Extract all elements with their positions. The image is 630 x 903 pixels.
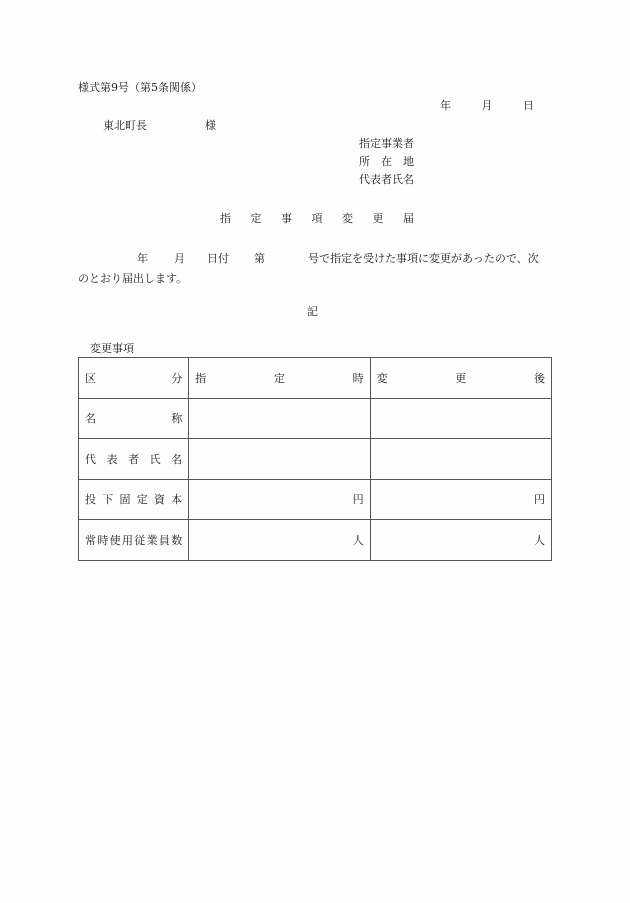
body-text <box>78 249 550 289</box>
title-char: 定 <box>250 212 262 225</box>
applicant-label: 指定事業者 <box>359 137 414 150</box>
title-char: 届 <box>403 212 414 225</box>
title-char: 更 <box>372 212 384 225</box>
cell-before[interactable] <box>189 398 370 439</box>
table-row <box>79 439 552 480</box>
row-label: 代 表 者 氏 名 <box>79 439 189 480</box>
header-before: 指 定 時 <box>189 358 370 399</box>
row-label: 投 下 固 定 資 本 <box>79 479 189 520</box>
title-char: 項 <box>311 212 323 225</box>
table-row <box>79 520 552 561</box>
document-title <box>220 212 414 226</box>
cell-after[interactable] <box>370 398 551 439</box>
cell-before[interactable]: 人 <box>189 520 370 561</box>
cell-before[interactable] <box>189 439 370 480</box>
body-text-line1: 号で指定を受けた事項に変更があったので、次 <box>308 252 539 265</box>
applicant-address-field[interactable]: 所 在 地 <box>359 155 414 168</box>
date-line <box>440 99 534 113</box>
form-number: 様式第9号（第5条関係） <box>78 81 202 94</box>
table-header-row <box>79 358 552 399</box>
addressee-name: 東北町長 <box>103 119 147 132</box>
body-day[interactable]: 日付 <box>207 252 229 265</box>
ki-heading: 記 <box>307 305 318 318</box>
cell-after[interactable] <box>370 439 551 480</box>
row-label: 名 称 <box>79 398 189 439</box>
body-year[interactable]: 年 <box>137 252 148 265</box>
addressee-honorific: 様 <box>205 119 216 132</box>
applicant-representative-field[interactable]: 代表者氏名 <box>359 173 414 186</box>
header-category: 区 分 <box>79 358 189 399</box>
title-char: 変 <box>342 212 353 225</box>
body-month[interactable]: 月 <box>174 252 185 265</box>
date-year-field[interactable]: 年 <box>440 99 451 112</box>
header-after: 変 更 後 <box>370 358 551 399</box>
cell-after[interactable]: 円 <box>370 479 551 520</box>
body-number[interactable]: 第 <box>254 252 265 265</box>
row-label: 常 時 使 用 従 業 員 数 <box>79 520 189 561</box>
date-month-field[interactable]: 月 <box>481 99 493 112</box>
applicant-block <box>359 137 414 191</box>
title-char: 事 <box>281 212 292 225</box>
table-row <box>79 398 552 439</box>
addressee <box>103 119 216 133</box>
section-label: 変更事項 <box>90 342 134 355</box>
change-items-table <box>78 357 552 561</box>
body-text-line2: のとおり届出します。 <box>78 272 188 285</box>
cell-after[interactable]: 人 <box>370 520 551 561</box>
table-row <box>79 479 552 520</box>
title-char: 指 <box>220 212 231 225</box>
date-day-field[interactable]: 日 <box>523 99 534 112</box>
cell-before[interactable]: 円 <box>189 479 370 520</box>
